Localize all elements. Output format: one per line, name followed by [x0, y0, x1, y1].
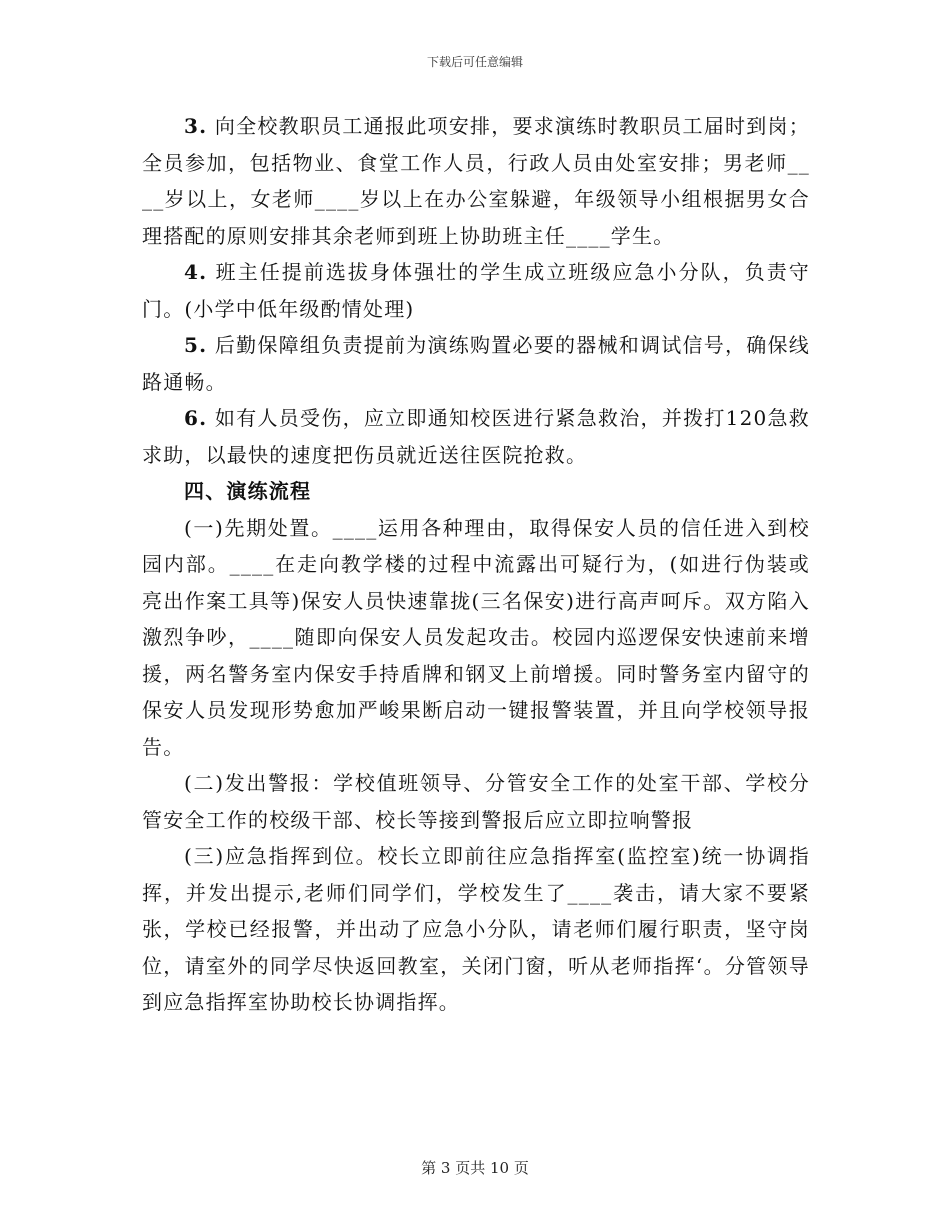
section-heading: 四、演练流程: [184, 479, 312, 503]
paragraph-text: 后勤保障组负责提前为演练购置必要的器械和调试信号，确保线路通畅。: [142, 333, 810, 394]
paragraph-text: 如有人员受伤，应立即通知校医进行紧急救治，并拨打120急救求助，以最快的速度把伤员就近送往医院抢救。: [142, 406, 810, 467]
page-header: 下载后可任意编辑: [426, 55, 523, 69]
step-paragraph-3: (三)应急指挥到位。校长立即前往应急指挥室(监控室)统一协调指挥，并发出提示,老师们同学们，学校发生了____袭击，请大家不要紧张，学校已经报警，并出动了应急小分队，请老师们履行职责，坚守岗位，请室外的同学尽快返回教室，关闭门窗，听从老师指挥‘。分管领导到应急指挥室协助校长协调指挥。: [142, 844, 810, 1014]
item-number: 4.: [184, 260, 208, 284]
item-number: 6.: [184, 406, 208, 430]
step-paragraph-1: (一)先期处置。____运用各种理由，取得保安人员的信任进入到校园内部。____在走向教学楼的过程中流露出可疑行为，(如进行伪装或亮出作案工具等)保安人员快速靠拢(三名保安)进行高声呵斥。双方陷入激烈争吵，____随即向保安人员发起攻击。校园内巡逻保安快速前来增援，两名警务室内保安手持盾牌和钢叉上前增援。同时警务室内留守的保安人员发现形势愈加严峻果断启动一键报警装置，并且向学校领导报告。: [142, 515, 810, 759]
paragraph-item-5: [142, 327, 810, 400]
paragraph-text: 班主任提前选拔身体强壮的学生成立班级应急小分队，负责守门。(小学中低年级酌情处理): [142, 260, 810, 321]
page-footer: 第 3 页共 10 页: [421, 1159, 529, 1177]
paragraph-text: 向全校教职员工通报此项安排，要求演练时教职员工届时到岗；全员参加，包括物业、食堂工作人员，行政人员由处室安排；男老师____岁以上，女老师____岁以上在办公室躲避，年级领导小组根据男女合理搭配的原则安排其余老师到班上协助班主任____学生。: [142, 114, 810, 248]
step-paragraph-2: (二)发出警报：学校值班领导、分管安全工作的处室干部、学校分管安全工作的校级干部、校长等接到警报后应立即拉响警报: [142, 771, 810, 832]
paragraph-item-6: [142, 400, 810, 473]
item-number: 5.: [184, 333, 208, 357]
paragraph-item-4: [142, 254, 810, 327]
paragraph-item-3: [142, 108, 810, 254]
item-number: 3.: [184, 114, 208, 138]
document-body: [142, 108, 810, 1021]
